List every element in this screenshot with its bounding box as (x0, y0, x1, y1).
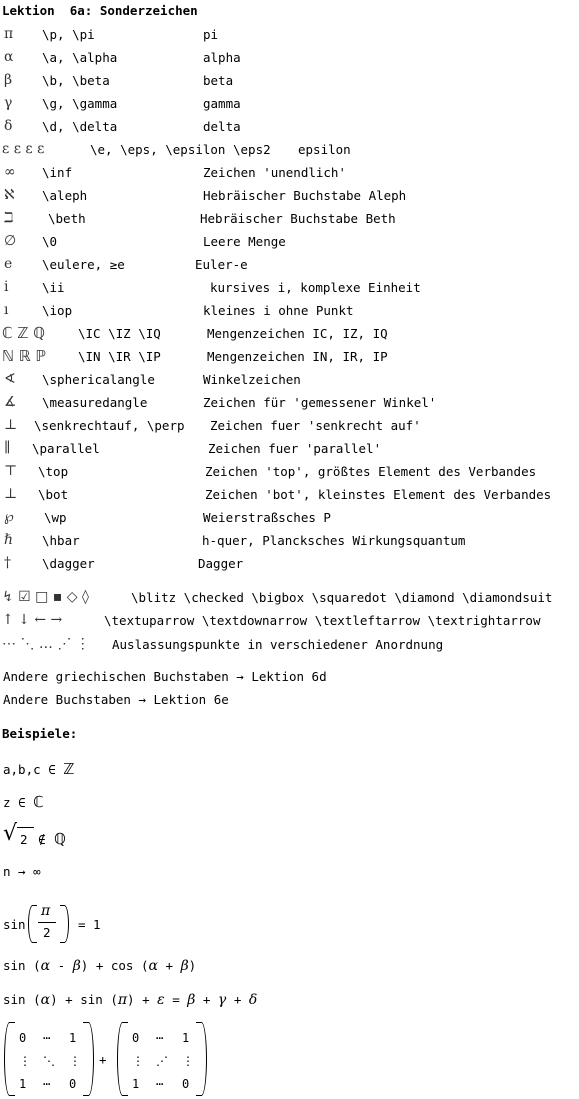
command-text: \parallel (32, 441, 100, 456)
description-text: Weierstraßsches P (203, 510, 331, 525)
matrix-cell: ⋯ (156, 1031, 164, 1045)
command-text: \bot (38, 487, 69, 502)
symbol-glyph: β (4, 72, 13, 88)
description-text: epsilon (298, 142, 351, 157)
description-text: Mengenzeichen IN, IR, IP (207, 349, 388, 364)
matrix-cell: 1 (132, 1077, 140, 1091)
command-text: \e, \eps, \epsilon \eps2 (90, 142, 271, 157)
matrix-cell: 1 (69, 1031, 77, 1045)
description-text: alpha (203, 50, 241, 65)
description-text: Leere Menge (203, 234, 286, 249)
extra-text: \blitz \checked \bigbox \squaredot \diamond \diamondsuit (131, 590, 553, 605)
symbol-glyph: ℏ (4, 532, 14, 548)
symbol-glyph: ℘ (4, 509, 14, 525)
right-paren (60, 905, 69, 943)
matrix-cell: ⋯ (43, 1031, 51, 1045)
command-text: \inf (42, 165, 73, 180)
fraction-numerator: π (41, 903, 51, 919)
description-text: Zeichen 'bot', kleinstes Element des Verbandes (205, 487, 552, 502)
example-7: sin (α) + sin (π) + ε = β + γ + δ (3, 992, 258, 1008)
command-text: \IC \IZ \IQ (78, 326, 161, 341)
matrix-cell: 1 (182, 1031, 190, 1045)
extra-symbol-glyphs: ↯ ☑ □ ▪ ◇ ◊ (2, 589, 89, 605)
link-letters[interactable]: Andere Buchstaben → Lektion 6e (3, 692, 229, 707)
matrix-cell: ⋮ (132, 1054, 144, 1068)
command-text: \iop (42, 303, 73, 318)
description-text: Zeichen 'top', größtes Element des Verbandes (205, 464, 537, 479)
matrix-cell: 0 (69, 1077, 77, 1091)
page-title: Lektion 6a: Sonderzeichen (2, 3, 198, 18)
matrix-cell: ⋮ (182, 1054, 194, 1068)
command-text: \hbar (42, 533, 80, 548)
matrix-cell: ⋱ (43, 1054, 55, 1068)
command-text: \d, \delta (42, 119, 118, 134)
description-text: Hebräischer Buchstabe Aleph (203, 188, 407, 203)
symbol-glyph: δ (4, 118, 13, 134)
symbol-glyph: ∥ (4, 440, 11, 456)
fraction-line (38, 922, 56, 923)
symbol-glyph: ∞ (4, 164, 16, 180)
description-text: Zeichen fuer 'parallel' (208, 441, 382, 456)
symbol-glyph: ⊥ (4, 417, 18, 433)
command-text: \beth (48, 211, 86, 226)
symbol-glyph: α (4, 49, 14, 65)
example-1: a,b,c ∈ ℤ (3, 760, 75, 778)
matrix-cell: 0 (132, 1031, 140, 1045)
symbol-glyph: γ (4, 95, 13, 111)
extra-text: Auslassungspunkte in verschiedener Anordnung (112, 637, 444, 652)
command-text: \p, \pi (42, 27, 95, 42)
sqrt-bar (17, 827, 34, 828)
example-2: z ∈ ℂ (3, 793, 44, 811)
command-text: \eulere, ≥e (42, 257, 125, 272)
symbol-glyph: ∅ (4, 233, 17, 249)
sin-rhs: = 1 (78, 917, 101, 932)
description-text: kleines i ohne Punkt (203, 303, 354, 318)
symbol-glyph: ⊤ (4, 463, 18, 479)
description-text: gamma (203, 96, 241, 111)
sin-func: sin (3, 917, 26, 932)
symbol-glyph: ε ε ε ε (2, 141, 45, 157)
symbol-glyph: ℕ ℝ ℙ (2, 347, 46, 365)
description-text: Zeichen 'unendlich' (203, 165, 346, 180)
symbol-glyph: ℵ (4, 187, 15, 203)
description-text: Hebräischer Buchstabe Beth (200, 211, 396, 226)
command-text: \0 (42, 234, 58, 249)
command-text: \dagger (42, 556, 95, 571)
symbol-glyph: ℶ (4, 210, 14, 226)
matrix-cell: 0 (182, 1077, 190, 1091)
description-text: h-quer, Plancksches Wirkungsquantum (202, 533, 466, 548)
command-text: \top (38, 464, 69, 479)
symbol-glyph: i (4, 279, 9, 295)
command-text: \b, \beta (42, 73, 110, 88)
command-text: \senkrechtauf, \perp (34, 418, 185, 433)
description-text: Zeichen fuer 'senkrecht auf' (210, 418, 421, 433)
command-text: \g, \gamma (42, 96, 118, 111)
matrix1-right-paren (83, 1022, 94, 1096)
matrix-cell: 1 (19, 1077, 27, 1091)
extra-symbol-glyphs: ⋯ ⋱ … ⋰ ⋮ (2, 636, 90, 652)
description-text: Dagger (198, 556, 244, 571)
matrix-plus: + (99, 1052, 107, 1067)
sqrt-radicand: 2 (20, 832, 28, 847)
symbol-glyph: ı (4, 302, 9, 318)
symbol-glyph: π (4, 26, 14, 42)
description-text: Euler-e (195, 257, 248, 272)
command-text: \sphericalangle (42, 372, 155, 387)
extra-symbol-glyphs: ↑ ↓ ← → (2, 612, 63, 628)
description-text: Winkelzeichen (203, 372, 301, 387)
description-text: Mengenzeichen IC, IZ, IQ (207, 326, 388, 341)
symbol-glyph: ℂ ℤ ℚ (2, 324, 45, 342)
matrix-cell: ⋮ (19, 1054, 31, 1068)
command-text: \wp (44, 510, 67, 525)
symbol-glyph: ⊥ (4, 486, 18, 502)
examples-heading: Beispiele: (2, 726, 78, 741)
description-text: kursives i, komplexe Einheit (210, 280, 421, 295)
command-text: \measuredangle (42, 395, 148, 410)
link-greek[interactable]: Andere griechischen Buchstaben → Lektion 6d (3, 669, 327, 684)
symbol-glyph: † (4, 555, 11, 571)
symbol-glyph: e (4, 256, 13, 272)
symbol-glyph: ∢ (4, 371, 16, 387)
matrix-cell: ⋰ (156, 1054, 168, 1068)
matrix2-right-paren (196, 1022, 207, 1096)
description-text: Zeichen für 'gemessener Winkel' (203, 395, 437, 410)
symbol-glyph: ∡ (4, 394, 17, 410)
matrix-cell: ⋯ (156, 1077, 164, 1091)
command-text: \aleph (42, 188, 88, 203)
command-text: \IN \IR \IP (78, 349, 161, 364)
matrix2-left-paren (117, 1022, 128, 1096)
left-paren (28, 905, 37, 943)
example-6: sin (α - β) + cos (α + β) (3, 958, 197, 974)
example-4: n → ∞ (3, 864, 41, 879)
command-text: \ii (42, 280, 65, 295)
not-in-symbol: ∉ (38, 832, 46, 847)
fraction-denominator: 2 (43, 925, 51, 940)
matrix-cell: ⋮ (69, 1054, 81, 1068)
sqrt-sign: √ (3, 821, 18, 846)
description-text: pi (203, 27, 219, 42)
command-text: \a, \alpha (42, 50, 118, 65)
rationals-symbol: ℚ (54, 830, 66, 848)
extra-text: \textuparrow \textdownarrow \textleftarrow \textrightarrow (104, 613, 541, 628)
matrix1-left-paren (4, 1022, 15, 1096)
description-text: delta (203, 119, 241, 134)
matrix-cell: 0 (19, 1031, 27, 1045)
description-text: beta (203, 73, 234, 88)
matrix-cell: ⋯ (43, 1077, 51, 1091)
